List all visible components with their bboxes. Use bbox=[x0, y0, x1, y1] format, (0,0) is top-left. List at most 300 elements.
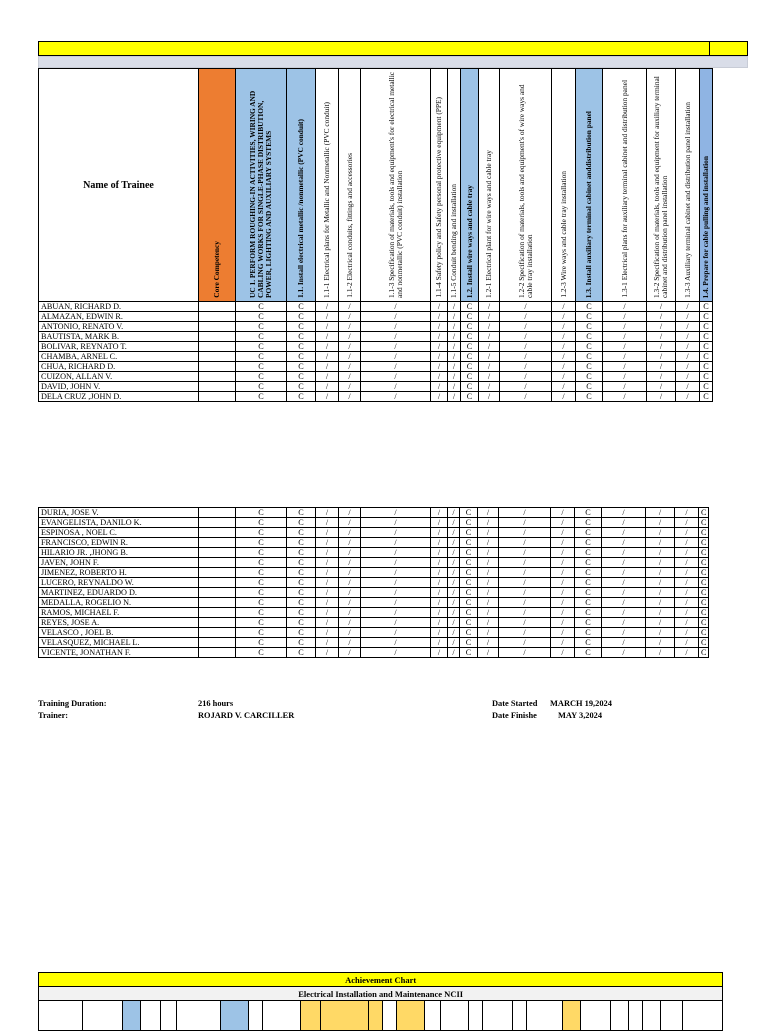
subtitle-band bbox=[38, 56, 748, 68]
trainee-name: MARTINEZ, EDUARDO D. bbox=[39, 588, 199, 598]
mark-cell bbox=[199, 342, 236, 352]
mark-cell: / bbox=[551, 638, 575, 648]
mark-cell: / bbox=[431, 518, 448, 528]
mark-cell: / bbox=[479, 392, 500, 402]
mark-cell: C bbox=[576, 332, 603, 342]
trainee-name: CUIZON, ALLAN V. bbox=[39, 372, 199, 382]
mark-cell: / bbox=[431, 508, 448, 518]
column-header-2 bbox=[287, 69, 316, 302]
mark-cell: C bbox=[461, 382, 479, 392]
mark-cell: / bbox=[603, 322, 647, 332]
mark-cell: / bbox=[675, 588, 699, 598]
mark-cell: / bbox=[431, 322, 448, 332]
mark-cell: / bbox=[552, 312, 576, 322]
mark-cell: C bbox=[287, 618, 316, 628]
mark-cell: / bbox=[316, 322, 339, 332]
mark-cell: / bbox=[646, 578, 675, 588]
title-band bbox=[38, 41, 710, 56]
mark-cell: / bbox=[448, 332, 461, 342]
mark-cell: / bbox=[448, 518, 460, 528]
column-header-11 bbox=[552, 69, 576, 302]
mark-cell: / bbox=[478, 518, 499, 528]
mark-cell: C bbox=[699, 638, 709, 648]
mark-cell: C bbox=[575, 568, 602, 578]
mark-cell: / bbox=[602, 578, 646, 588]
mark-cell: / bbox=[361, 648, 431, 658]
mark-cell bbox=[199, 352, 236, 362]
column-header-15 bbox=[676, 69, 700, 302]
mark-cell: C bbox=[575, 648, 602, 658]
partial-header-cell bbox=[661, 1001, 683, 1031]
mark-cell: / bbox=[478, 648, 499, 658]
mark-cell: / bbox=[339, 322, 361, 332]
mark-cell: / bbox=[675, 648, 699, 658]
mark-cell: C bbox=[236, 648, 287, 658]
table-row bbox=[39, 508, 709, 518]
table-row bbox=[39, 598, 709, 608]
column-header-label: UC 1. PERFORM ROUGHING-IN ACTIVITIES, WIRING AND CABLING WORKS FOR SINGLE-PHASE DISTRIBUTION, POWER, LIGHTING AND AUXILIARY SYSTEMS bbox=[248, 90, 273, 298]
mark-cell bbox=[199, 588, 236, 598]
mark-cell: / bbox=[551, 548, 575, 558]
mark-cell: / bbox=[316, 518, 339, 528]
mark-cell: C bbox=[460, 608, 478, 618]
trainee-name: JIMENEZ, ROBERTO H. bbox=[39, 568, 199, 578]
mark-cell: C bbox=[700, 372, 713, 382]
mark-cell: / bbox=[676, 322, 700, 332]
mark-cell: / bbox=[646, 638, 675, 648]
mark-cell: / bbox=[602, 608, 646, 618]
partial-header-cell bbox=[263, 1001, 301, 1031]
mark-cell: / bbox=[479, 322, 500, 332]
mark-cell bbox=[199, 362, 236, 372]
mark-cell: / bbox=[551, 568, 575, 578]
mark-cell: / bbox=[431, 352, 448, 362]
mark-cell: / bbox=[500, 312, 552, 322]
mark-cell: / bbox=[339, 352, 361, 362]
mark-cell: / bbox=[479, 382, 500, 392]
mark-cell bbox=[199, 568, 236, 578]
mark-cell: / bbox=[316, 312, 339, 322]
mark-cell: / bbox=[431, 538, 448, 548]
table-row bbox=[39, 372, 713, 382]
mark-cell: C bbox=[576, 392, 603, 402]
mark-cell bbox=[199, 558, 236, 568]
mark-cell: / bbox=[647, 372, 676, 382]
mark-cell: / bbox=[361, 302, 431, 312]
mark-cell: / bbox=[499, 568, 551, 578]
mark-cell: / bbox=[602, 618, 646, 628]
partial-header-cell bbox=[249, 1001, 263, 1031]
column-header-16 bbox=[700, 69, 713, 302]
mark-cell: / bbox=[499, 508, 551, 518]
table-row bbox=[39, 332, 713, 342]
mark-cell: / bbox=[675, 518, 699, 528]
mark-cell: / bbox=[431, 568, 448, 578]
mark-cell: C bbox=[575, 578, 602, 588]
mark-cell: / bbox=[448, 578, 460, 588]
mark-cell: / bbox=[431, 648, 448, 658]
mark-cell: / bbox=[316, 538, 339, 548]
mark-cell: / bbox=[448, 528, 460, 538]
column-header-7 bbox=[448, 69, 461, 302]
mark-cell: / bbox=[646, 568, 675, 578]
mark-cell bbox=[199, 628, 236, 638]
mark-cell: C bbox=[460, 598, 478, 608]
mark-cell: / bbox=[646, 518, 675, 528]
mark-cell: / bbox=[448, 362, 461, 372]
mark-cell: / bbox=[676, 362, 700, 372]
mark-cell: C bbox=[236, 302, 287, 312]
mark-cell: / bbox=[316, 638, 339, 648]
mark-cell: / bbox=[647, 392, 676, 402]
mark-cell: / bbox=[676, 342, 700, 352]
mark-cell: C bbox=[461, 352, 479, 362]
mark-cell: C bbox=[460, 508, 478, 518]
mark-cell: / bbox=[431, 578, 448, 588]
mark-cell: / bbox=[551, 598, 575, 608]
mark-cell: C bbox=[461, 312, 479, 322]
mark-cell: / bbox=[339, 518, 361, 528]
mark-cell: / bbox=[316, 558, 339, 568]
mark-cell: / bbox=[361, 638, 431, 648]
mark-cell: / bbox=[361, 332, 431, 342]
mark-cell: C bbox=[461, 332, 479, 342]
column-header-3 bbox=[316, 69, 339, 302]
mark-cell: / bbox=[431, 312, 448, 322]
table-row bbox=[39, 342, 713, 352]
mark-cell: / bbox=[552, 332, 576, 342]
mark-cell: / bbox=[646, 528, 675, 538]
trainee-name: RAMOS, MICHAEL F. bbox=[39, 608, 199, 618]
mark-cell bbox=[199, 322, 236, 332]
mark-cell: C bbox=[699, 578, 709, 588]
mark-cell: C bbox=[461, 322, 479, 332]
mark-cell: / bbox=[499, 548, 551, 558]
mark-cell: / bbox=[647, 382, 676, 392]
achievement-chart-title: Achievement Chart bbox=[39, 973, 723, 987]
name-of-trainee-header: Name of Trainee bbox=[39, 69, 199, 302]
mark-cell: / bbox=[431, 342, 448, 352]
mark-cell: C bbox=[287, 372, 316, 382]
mark-cell: / bbox=[448, 538, 460, 548]
column-header-9 bbox=[479, 69, 500, 302]
mark-cell: / bbox=[551, 518, 575, 528]
mark-cell: C bbox=[460, 548, 478, 558]
mark-cell: / bbox=[500, 302, 552, 312]
mark-cell: / bbox=[676, 302, 700, 312]
trainee-name: REYES, JOSE A. bbox=[39, 618, 199, 628]
mark-cell: C bbox=[576, 382, 603, 392]
column-header-label: 1.3-2 Specification of materials, tools and equipment for auxiliary terminal cabinet and distribution panel installation bbox=[652, 76, 669, 298]
mark-cell: / bbox=[675, 538, 699, 548]
mark-cell: / bbox=[602, 568, 646, 578]
mark-cell: / bbox=[478, 538, 499, 548]
partial-header-cell bbox=[513, 1001, 527, 1031]
mark-cell: / bbox=[339, 578, 361, 588]
mark-cell: / bbox=[339, 508, 361, 518]
mark-cell: / bbox=[479, 352, 500, 362]
column-header-label: Core Competency bbox=[212, 241, 221, 298]
mark-cell: / bbox=[316, 548, 339, 558]
mark-cell: C bbox=[699, 508, 709, 518]
mark-cell: / bbox=[316, 648, 339, 658]
mark-cell: C bbox=[575, 518, 602, 528]
mark-cell: / bbox=[551, 558, 575, 568]
mark-cell: / bbox=[431, 302, 448, 312]
trainee-name: FRANCISCO, EDWIN R. bbox=[39, 538, 199, 548]
mark-cell: C bbox=[287, 312, 316, 322]
mark-cell bbox=[199, 618, 236, 628]
mark-cell: / bbox=[552, 342, 576, 352]
mark-cell: / bbox=[448, 352, 461, 362]
partial-header-cell bbox=[563, 1001, 581, 1031]
table-row bbox=[39, 608, 709, 618]
mark-cell: / bbox=[676, 372, 700, 382]
mark-cell: / bbox=[339, 382, 361, 392]
mark-cell bbox=[199, 648, 236, 658]
mark-cell: / bbox=[551, 608, 575, 618]
mark-cell: / bbox=[675, 558, 699, 568]
mark-cell bbox=[199, 578, 236, 588]
mark-cell: / bbox=[552, 392, 576, 402]
mark-cell: / bbox=[316, 578, 339, 588]
mark-cell: C bbox=[236, 588, 287, 598]
column-header-label: 1.1-5 Conduit bending and installation bbox=[449, 184, 458, 298]
partial-header-cell bbox=[469, 1001, 483, 1031]
mark-cell: / bbox=[448, 618, 460, 628]
mark-cell: / bbox=[361, 528, 431, 538]
partial-header-cell bbox=[177, 1001, 221, 1031]
mark-cell: C bbox=[460, 528, 478, 538]
mark-cell: C bbox=[461, 392, 479, 402]
mark-cell: C bbox=[236, 392, 287, 402]
partial-header-cell bbox=[221, 1001, 249, 1031]
mark-cell: / bbox=[339, 372, 361, 382]
partial-header-cell bbox=[161, 1001, 177, 1031]
mark-cell: / bbox=[499, 598, 551, 608]
trainee-name: BAUTISTA, MARK B. bbox=[39, 332, 199, 342]
mark-cell: / bbox=[361, 362, 431, 372]
mark-cell: / bbox=[339, 312, 361, 322]
mark-cell: / bbox=[646, 588, 675, 598]
column-header-4 bbox=[339, 69, 361, 302]
mark-cell: C bbox=[287, 628, 316, 638]
trainee-rows-group-1 bbox=[39, 302, 713, 402]
mark-cell: / bbox=[499, 528, 551, 538]
mark-cell: C bbox=[236, 628, 287, 638]
mark-cell: / bbox=[603, 392, 647, 402]
column-header-5 bbox=[361, 69, 431, 302]
mark-cell: / bbox=[552, 382, 576, 392]
mark-cell: / bbox=[339, 342, 361, 352]
column-header-label: 1.1-2 Electrical conduits, fittings and accessories bbox=[344, 153, 354, 298]
partial-header-cell bbox=[441, 1001, 469, 1031]
mark-cell: / bbox=[361, 568, 431, 578]
mark-cell: C bbox=[575, 548, 602, 558]
mark-cell: C bbox=[236, 518, 287, 528]
column-header-label: 1.1-4 Safety policy and Safety personal protective equipment (PPE) bbox=[434, 97, 443, 298]
mark-cell: / bbox=[499, 638, 551, 648]
column-header-13 bbox=[603, 69, 647, 302]
mark-cell: C bbox=[236, 538, 287, 548]
mark-cell: C bbox=[236, 528, 287, 538]
mark-cell: / bbox=[647, 362, 676, 372]
mark-cell: C bbox=[287, 528, 316, 538]
mark-cell: C bbox=[700, 382, 713, 392]
partial-header-cell bbox=[321, 1001, 369, 1031]
mark-cell: C bbox=[576, 342, 603, 352]
table-row bbox=[39, 618, 709, 628]
table-row bbox=[39, 648, 709, 658]
mark-cell: / bbox=[602, 548, 646, 558]
mark-cell: / bbox=[478, 608, 499, 618]
mark-cell: / bbox=[339, 628, 361, 638]
trainee-name: ABUAN, RICHARD D. bbox=[39, 302, 199, 312]
mark-cell: C bbox=[236, 558, 287, 568]
mark-cell: / bbox=[499, 518, 551, 528]
mark-cell: C bbox=[287, 362, 316, 372]
mark-cell: / bbox=[316, 372, 339, 382]
partial-header-cell bbox=[301, 1001, 321, 1031]
column-header-label: 1.1. Install electrical metallic /nonmetallic (PVC conduit) bbox=[296, 119, 305, 298]
mark-cell: C bbox=[236, 638, 287, 648]
mark-cell: C bbox=[236, 568, 287, 578]
mark-cell: / bbox=[647, 302, 676, 312]
mark-cell: / bbox=[602, 508, 646, 518]
table-row bbox=[39, 558, 709, 568]
partial-header-cell bbox=[611, 1001, 629, 1031]
mark-cell: C bbox=[236, 578, 287, 588]
mark-cell: / bbox=[316, 568, 339, 578]
mark-cell: / bbox=[499, 628, 551, 638]
table-row bbox=[39, 382, 713, 392]
trainer-label: Trainer: bbox=[38, 711, 69, 720]
mark-cell: C bbox=[700, 342, 713, 352]
mark-cell: / bbox=[500, 392, 552, 402]
mark-cell: C bbox=[287, 568, 316, 578]
mark-cell: / bbox=[316, 598, 339, 608]
column-header-label: 1.3-3 Auxiliary terminal cabinet and distribution panel installation bbox=[682, 102, 692, 298]
mark-cell: C bbox=[699, 588, 709, 598]
mark-cell: / bbox=[339, 648, 361, 658]
mark-cell: / bbox=[647, 332, 676, 342]
mark-cell: / bbox=[316, 528, 339, 538]
mark-cell: / bbox=[478, 618, 499, 628]
mark-cell bbox=[199, 548, 236, 558]
column-header-0 bbox=[199, 69, 236, 302]
mark-cell: / bbox=[431, 332, 448, 342]
mark-cell: / bbox=[431, 628, 448, 638]
trainee-name: EVANGELISTA, DANILO K. bbox=[39, 518, 199, 528]
mark-cell: / bbox=[479, 342, 500, 352]
mark-cell: / bbox=[479, 312, 500, 322]
mark-cell bbox=[199, 332, 236, 342]
mark-cell: / bbox=[675, 548, 699, 558]
mark-cell: / bbox=[499, 648, 551, 658]
mark-cell: / bbox=[431, 608, 448, 618]
mark-cell: / bbox=[499, 578, 551, 588]
mark-cell: C bbox=[461, 362, 479, 372]
mark-cell: / bbox=[676, 352, 700, 362]
mark-cell: / bbox=[448, 312, 461, 322]
mark-cell: / bbox=[647, 312, 676, 322]
table-row bbox=[39, 352, 713, 362]
mark-cell: / bbox=[479, 372, 500, 382]
mark-cell: / bbox=[361, 322, 431, 332]
mark-cell: / bbox=[499, 538, 551, 548]
mark-cell: / bbox=[361, 518, 431, 528]
mark-cell: C bbox=[460, 568, 478, 578]
table-row bbox=[39, 588, 709, 598]
mark-cell: / bbox=[361, 508, 431, 518]
mark-cell: C bbox=[575, 508, 602, 518]
mark-cell: C bbox=[287, 608, 316, 618]
table-row bbox=[39, 392, 713, 402]
mark-cell: C bbox=[461, 302, 479, 312]
mark-cell: C bbox=[287, 382, 316, 392]
mark-cell: / bbox=[646, 648, 675, 658]
mark-cell bbox=[199, 312, 236, 322]
mark-cell: C bbox=[699, 528, 709, 538]
mark-cell: / bbox=[500, 382, 552, 392]
mark-cell: / bbox=[448, 608, 460, 618]
trainee-name: BOLIVAR, REYNATO T. bbox=[39, 342, 199, 352]
mark-cell bbox=[199, 638, 236, 648]
mark-cell: C bbox=[287, 588, 316, 598]
mark-cell: / bbox=[448, 638, 460, 648]
trainee-name: ESPINOSA , NOEL C. bbox=[39, 528, 199, 538]
mark-cell: C bbox=[287, 342, 316, 352]
mark-cell: / bbox=[646, 538, 675, 548]
mark-cell: C bbox=[575, 528, 602, 538]
mark-cell: C bbox=[576, 322, 603, 332]
mark-cell: / bbox=[361, 618, 431, 628]
mark-cell: C bbox=[700, 392, 713, 402]
mark-cell: / bbox=[448, 392, 461, 402]
mark-cell: / bbox=[448, 548, 460, 558]
mark-cell: / bbox=[339, 538, 361, 548]
mark-cell: C bbox=[287, 578, 316, 588]
mark-cell: C bbox=[236, 508, 287, 518]
trainee-name: JAVEN, JOHN F. bbox=[39, 558, 199, 568]
partial-header-cell bbox=[123, 1001, 141, 1031]
trainee-name: ANTONIO, RENATO V. bbox=[39, 322, 199, 332]
partial-header-cell bbox=[39, 1001, 83, 1031]
mark-cell: / bbox=[431, 588, 448, 598]
mark-cell: C bbox=[700, 312, 713, 322]
mark-cell: / bbox=[479, 302, 500, 312]
mark-cell: C bbox=[699, 648, 709, 658]
mark-cell: C bbox=[700, 322, 713, 332]
mark-cell: / bbox=[478, 628, 499, 638]
mark-cell: / bbox=[551, 648, 575, 658]
trainee-name: VELASCO , JOEL B. bbox=[39, 628, 199, 638]
mark-cell: / bbox=[478, 598, 499, 608]
mark-cell: / bbox=[499, 558, 551, 568]
mark-cell: / bbox=[361, 352, 431, 362]
mark-cell: C bbox=[287, 648, 316, 658]
partial-header-cell bbox=[629, 1001, 643, 1031]
mark-cell: / bbox=[339, 528, 361, 538]
mark-cell: / bbox=[675, 508, 699, 518]
mark-cell: / bbox=[647, 342, 676, 352]
mark-cell: / bbox=[603, 362, 647, 372]
mark-cell: / bbox=[602, 538, 646, 548]
mark-cell: C bbox=[575, 598, 602, 608]
mark-cell: C bbox=[236, 322, 287, 332]
mark-cell: C bbox=[575, 618, 602, 628]
mark-cell: / bbox=[500, 352, 552, 362]
